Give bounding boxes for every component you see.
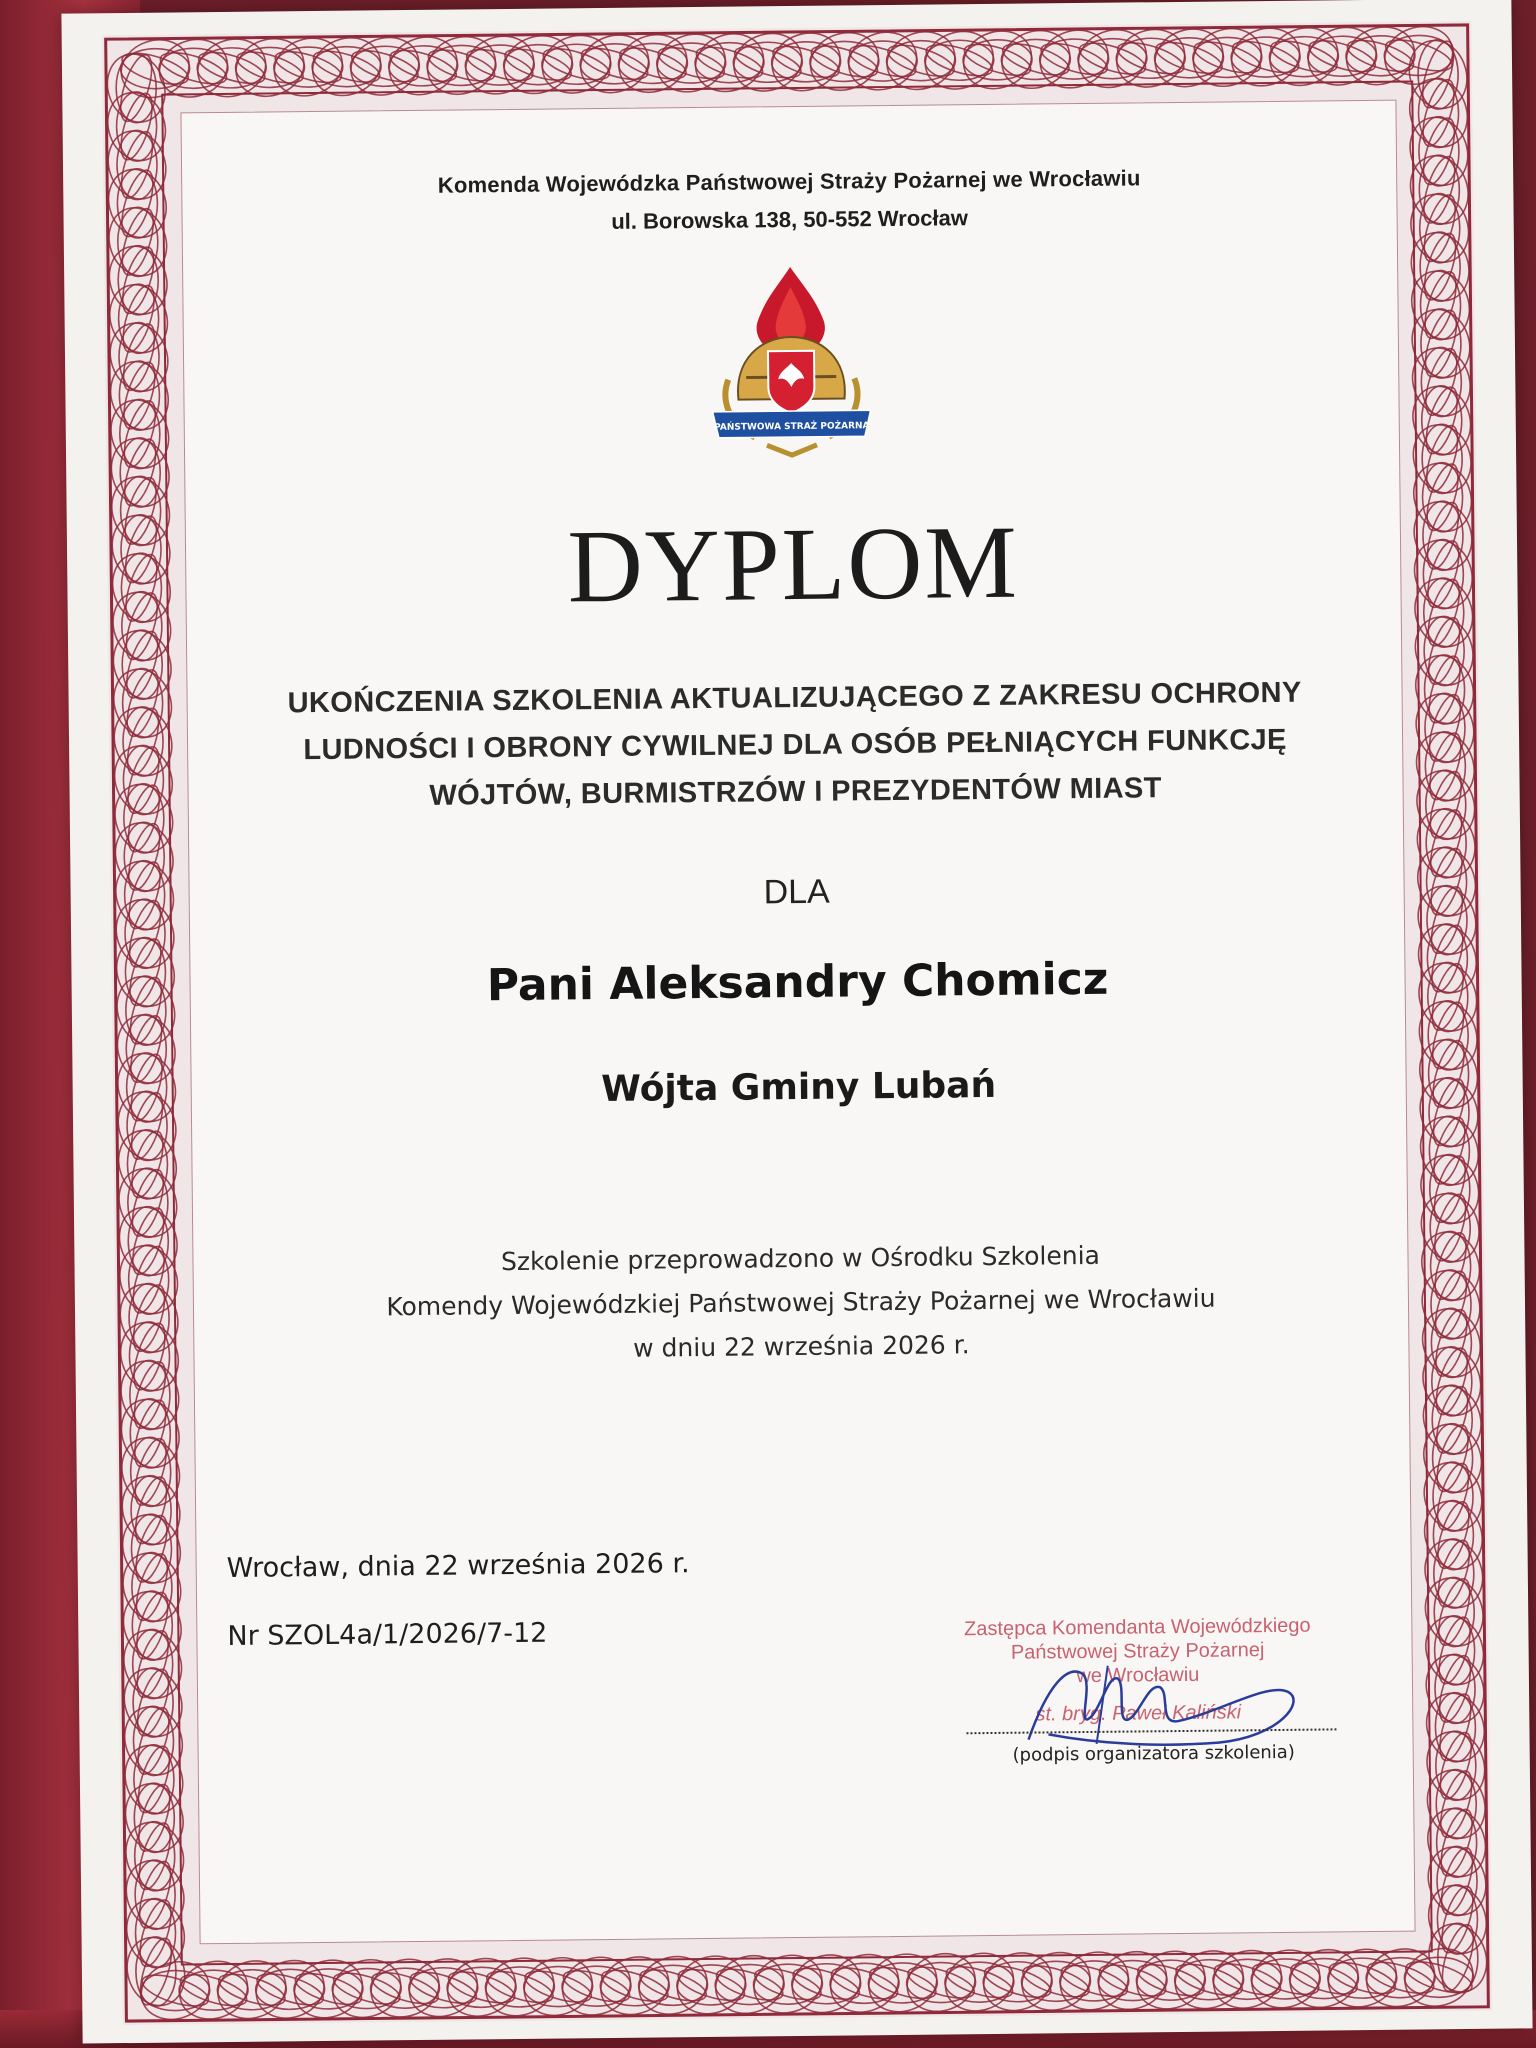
subtitle-line: UKOŃCZENIA SZKOLENIA AKTUALIZUJĄCEGO Z ZAKRESU OCHRONY [287,676,1302,720]
for-label: DLA [763,872,830,912]
recipient-office: Wójta Gminy Lubań [601,1064,997,1111]
recipient-name: Pani Aleksandry Chomicz [486,953,1109,1012]
description-line: w dniu 22 września 2026 r. [633,1330,970,1363]
emblem-ribbon-text: PAŃSTWOWA STRAŻ POŻARNA [714,421,870,433]
signature-caption: (podpis organizatora szkolenia) [1012,1741,1295,1766]
subtitle-line: WÓJTÓW, BURMISTRZÓW I PREZYDENTÓW MIAST [429,772,1162,812]
organization-name: Komenda Wojewódzka Państwowej Straży Pożarnej we Wrocławiu [437,165,1141,198]
organization-address: ul. Borowska 138, 50-552 Wrocław [611,205,969,234]
stamp-line: Państwowej Straży Pożarnej [1010,1639,1265,1664]
diploma-content [180,100,1415,1945]
training-description [193,1231,1408,1376]
description-line: Szkolenie przeprowadzono w Ośrodku Szkolenia [500,1240,1101,1277]
diploma-sheet [61,0,1532,2044]
stamp-line: Zastępca Komendanta Wojewódzkiego [963,1614,1311,1641]
diploma-subtitle [187,669,1402,823]
subtitle-line: LUDNOŚCI I OBRONY CYWILNEJ DLA OSÓB PEŁNIĄCYCH FUNKCJĘ [303,723,1288,767]
stamp-signatory-name: st. bryg. Paweł Kaliński [1035,1701,1242,1726]
description-line: Komendy Wojewódzkiej Państwowej Straży Pożarnej we Wrocławiu [386,1283,1216,1322]
fire-service-emblem-icon [705,258,877,460]
stamp-line: we Wrocławiu [1076,1663,1200,1688]
diploma-title: DYPLOM [567,504,1020,625]
document-number: Nr SZOL4a/1/2026/7-12 [227,1617,548,1652]
place-and-date: Wrocław, dnia 22 września 2026 r. [226,1548,690,1585]
